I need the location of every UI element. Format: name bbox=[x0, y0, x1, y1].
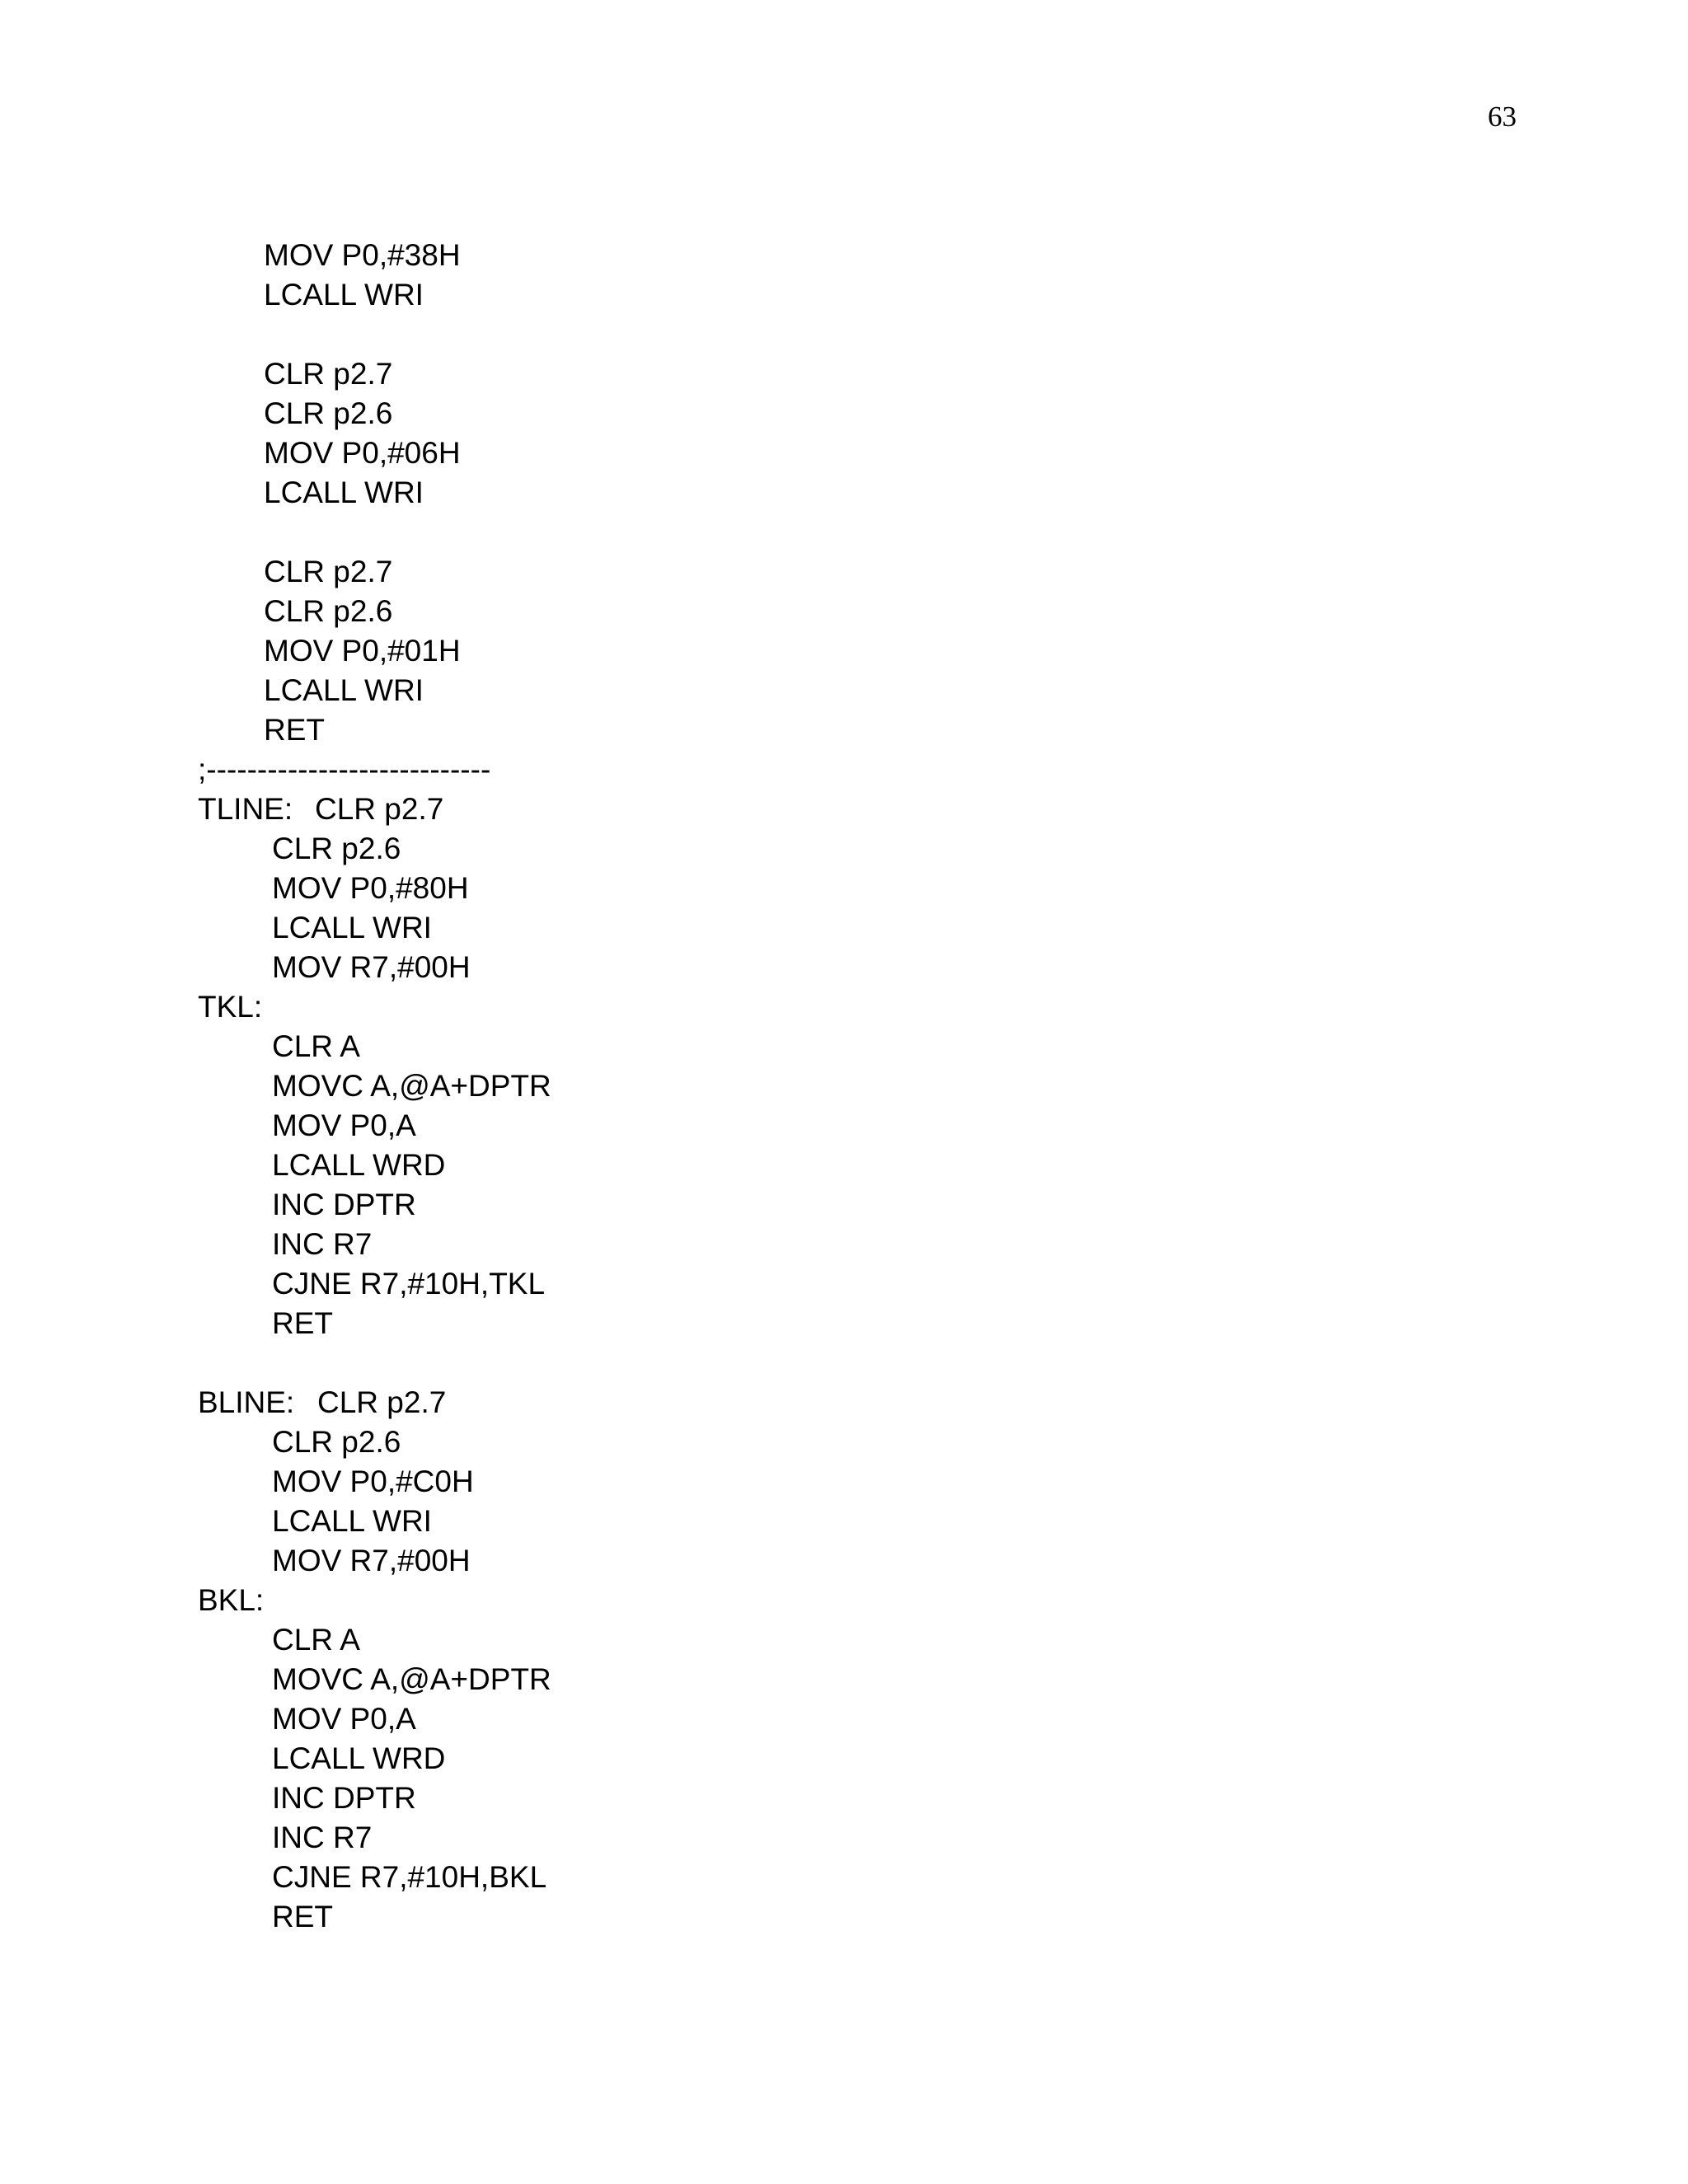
code-line bbox=[272, 1739, 445, 1779]
code-line bbox=[272, 948, 471, 987]
code-line bbox=[272, 1264, 545, 1304]
code-text: MOV P0,#80H bbox=[272, 871, 469, 905]
code-text: LCALL WRI bbox=[264, 278, 424, 312]
comment-separator bbox=[198, 750, 490, 790]
code-line bbox=[272, 1818, 372, 1858]
code-line bbox=[264, 275, 424, 315]
code-line bbox=[264, 354, 392, 394]
code-text: CLR p2.7 bbox=[317, 1385, 447, 1419]
code-text: CLR p2.6 bbox=[272, 1425, 401, 1459]
code-text: CLR A bbox=[272, 1029, 360, 1063]
code-text: CLR p2.6 bbox=[264, 396, 393, 430]
code-line bbox=[272, 1897, 333, 1937]
code-text: INC R7 bbox=[272, 1821, 373, 1854]
code-text: RET bbox=[272, 1900, 333, 1933]
code-line bbox=[272, 1660, 551, 1699]
code-label: TLINE: bbox=[198, 792, 293, 826]
code-text: MOV P0,A bbox=[272, 1702, 416, 1736]
code-line bbox=[272, 829, 401, 869]
code-text: CLR p2.7 bbox=[315, 792, 444, 826]
code-line bbox=[264, 671, 424, 710]
code-line bbox=[264, 236, 461, 275]
code-line bbox=[272, 1462, 474, 1502]
code-text: MOV P0,#06H bbox=[264, 436, 461, 470]
code-text: MOV R7,#00H bbox=[272, 950, 471, 984]
code-line bbox=[272, 1225, 372, 1264]
code-line bbox=[272, 869, 469, 908]
code-line bbox=[272, 1502, 432, 1541]
code-line bbox=[272, 1185, 416, 1225]
code-text: MOV R7,#00H bbox=[272, 1544, 471, 1577]
code-line bbox=[272, 1146, 445, 1185]
code-line bbox=[272, 908, 432, 948]
code-line bbox=[264, 710, 325, 750]
code-line bbox=[264, 552, 392, 592]
code-text: MOV P0,#01H bbox=[264, 634, 461, 668]
code-text: CLR p2.7 bbox=[264, 555, 393, 588]
code-text: LCALL WRI bbox=[264, 673, 424, 707]
code-line bbox=[264, 434, 461, 473]
code-line bbox=[264, 473, 424, 513]
code-text: INC R7 bbox=[272, 1227, 373, 1261]
code-line bbox=[272, 1541, 471, 1581]
code-line-labeled bbox=[198, 1383, 446, 1422]
code-text: CLR p2.6 bbox=[264, 594, 393, 628]
code-text: RET bbox=[272, 1306, 333, 1340]
code-line bbox=[272, 1620, 360, 1660]
code-line bbox=[264, 592, 392, 631]
code-line bbox=[272, 1106, 416, 1146]
code-text: INC DPTR bbox=[272, 1781, 416, 1815]
code-text: ;---------------------------- bbox=[198, 752, 491, 786]
code-line bbox=[272, 1699, 416, 1739]
code-text: LCALL WRD bbox=[272, 1148, 446, 1182]
code-line bbox=[272, 1304, 333, 1343]
code-text: LCALL WRI bbox=[264, 476, 424, 509]
code-text: LCALL WRI bbox=[272, 911, 432, 944]
code-label: BLINE: bbox=[198, 1385, 295, 1419]
code-text: CLR p2.6 bbox=[272, 832, 401, 865]
code-text: MOVC A,@A+DPTR bbox=[272, 1069, 551, 1103]
code-label-line bbox=[198, 987, 262, 1027]
code-line bbox=[264, 394, 392, 434]
code-text: CJNE R7,#10H,BKL bbox=[272, 1860, 547, 1894]
code-label: BKL: bbox=[198, 1583, 265, 1617]
code-text: LCALL WRI bbox=[272, 1504, 432, 1538]
code-text: CLR A bbox=[272, 1623, 360, 1657]
code-line bbox=[272, 1779, 416, 1818]
code-label: TKL: bbox=[198, 990, 263, 1024]
code-line bbox=[272, 1858, 546, 1897]
code-line-labeled bbox=[198, 790, 443, 829]
code-label-line bbox=[198, 1581, 264, 1620]
code-text: MOV P0,#38H bbox=[264, 238, 461, 272]
code-line bbox=[272, 1066, 551, 1106]
code-text: INC DPTR bbox=[272, 1188, 416, 1221]
code-line bbox=[272, 1422, 401, 1462]
code-text: MOVC A,@A+DPTR bbox=[272, 1662, 551, 1696]
code-line bbox=[264, 631, 461, 671]
code-text: CJNE R7,#10H,TKL bbox=[272, 1267, 546, 1301]
code-text: RET bbox=[264, 713, 325, 747]
code-text: MOV P0,A bbox=[272, 1108, 416, 1142]
page-number: 63 bbox=[1488, 101, 1517, 133]
code-text: LCALL WRD bbox=[272, 1741, 446, 1775]
code-line bbox=[272, 1027, 360, 1066]
code-text: MOV P0,#C0H bbox=[272, 1465, 474, 1498]
code-text: CLR p2.7 bbox=[264, 357, 393, 391]
